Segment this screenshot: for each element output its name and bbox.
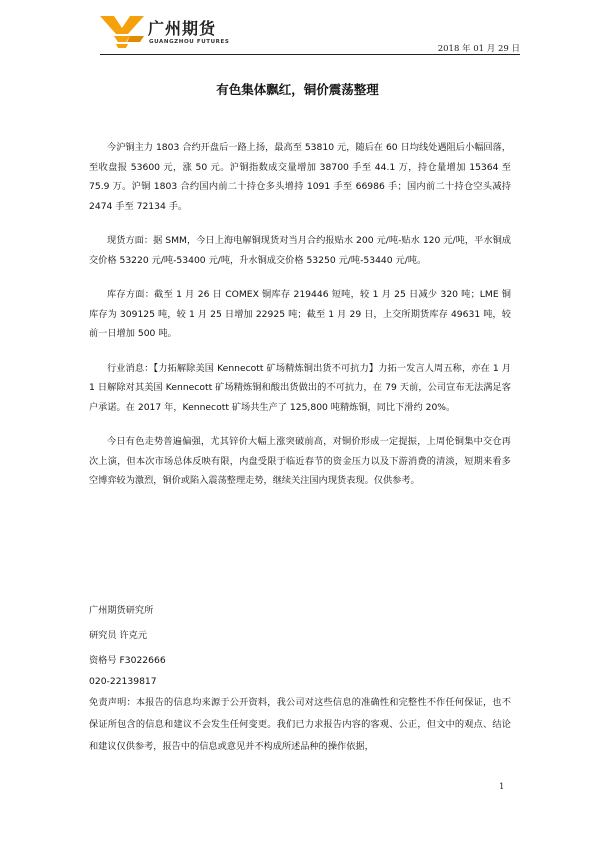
report-body [89, 138, 511, 506]
signature-phone: 020-22139817 [89, 676, 157, 687]
paragraph-inventory: 库存方面：截至 1 月 26 日 COMEX 铜库存 219446 短吨，较 1 月 25 日减少 320 吨；LME 铜库存为 309125 吨，较 1 月 25 日增加 22925 吨；截至 1 月 29 日，上交所期货库存 49631 吨，较前一日增加 500 吨。 [89, 289, 511, 339]
report-date: 2018 年 01 月 29 日 [437, 44, 520, 54]
page-header [100, 12, 520, 52]
header-divider [100, 54, 520, 55]
signature-license: 资格号 F3022666 [89, 655, 166, 666]
signature-org: 广州期货研究所 [89, 605, 154, 616]
paragraph-industry-news: 行业消息：【力拓解除美国 Kennecott 矿场精炼铜出货不可抗力】力拓一发言人周五称，亦在 1 月 1 日解除对其美国 Kennecott 矿场精炼铜和酸出货做出的不可抗力，在 79 天前，公司宣布无法满足客户承诺。在 2017 年，Kennecott 矿场共生产了 125,800 吨精炼铜，同比下滑约 20%。 [89, 362, 511, 413]
report-title: 有色集体飘红，铜价震荡整理 [216, 82, 379, 97]
logo-chinese-name: 广州期货 [148, 19, 217, 38]
company-logo-icon [100, 14, 144, 48]
page-number: 1 [499, 782, 505, 792]
paragraph-outlook: 今日有色走势普遍偏强，尤其锌价大幅上涨突破前高，对铜价形成一定提振，上周伦铜集中交仓再次上演，但本次市场总体反映有限，内盘受限于临近春节的资金压力以及下游消费的清淡，短期来看多空博弈较为激烈，铜价或陷入震荡整理走势，继续关注国内现货表现。仅供参考。 [89, 436, 511, 486]
signature-researcher: 研究员 许克元 [89, 630, 148, 641]
disclaimer: 免责声明：本报告的信息均来源于公开资料，我公司对这些信息的准确性和完整性不作任何保证，也不保证所包含的信息和建议不会发生任何变更。我们已力求报告内容的客观、公正，但文中的观点、结论和建议仅供参考，报告中的信息或意见并不构成所述品种的操作依据， [89, 697, 511, 752]
paragraph-spot: 现货方面：据 SMM，今日上海电解铜现货对当月合约报贴水 200 元/吨-贴水 120 元/吨，平水铜成交价格 53220 元/吨-53400 元/吨，升水铜成交价格 53250 元/吨-53440 元/吨。 [89, 235, 511, 266]
logo-english-name: GUANGZHOU FUTURES [149, 39, 230, 45]
paragraph-market: 今沪铜主力 1803 合约开盘后一路上扬，最高至 53810 元，随后在 60 日均线处遇阻后小幅回落，至收盘报 53600 元，涨 50 元。沪铜指数成交量增加 38700 手至 44.1 万，持仓量增加 15364 至 75.9 万。沪铜 1803 合约国内前二十持仓多头增持 1091 手至 66986 手；国内前二十持仓空头减持 2474 手至 72134 手。 [89, 142, 511, 212]
